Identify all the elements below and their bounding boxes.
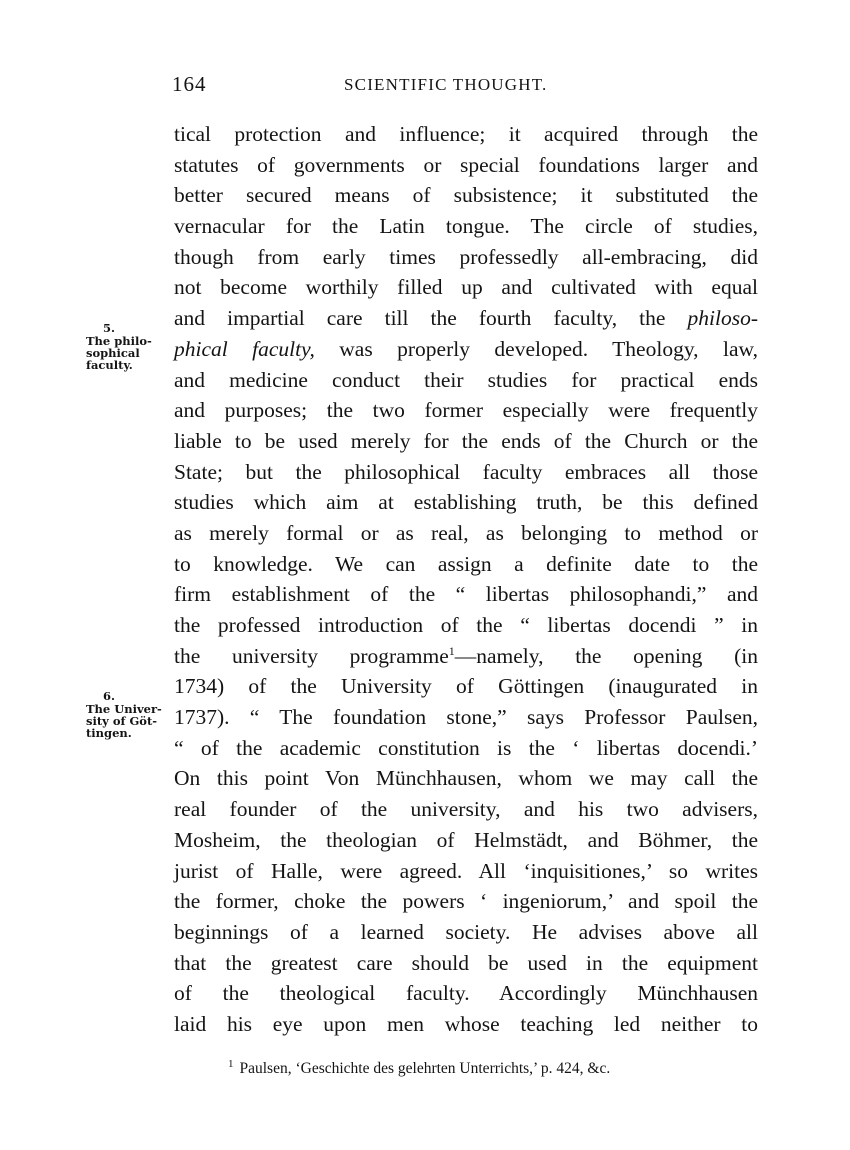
text-line: though from early times professedly all-embracing, did: [174, 244, 758, 269]
text-line: tical protection and influence; it acquired through the: [174, 122, 758, 146]
text-fragment: the university programme: [174, 643, 449, 668]
text-fragment: and impartial care till the fourth faculty, the: [174, 306, 688, 331]
text-line: On this point Von Münchhausen, whom we may call the: [174, 766, 758, 791]
text-line: studies which aim at establishing truth, be this defined: [174, 490, 758, 515]
text-line: laid his eye upon men whose teaching led neither to: [174, 1011, 758, 1036]
sidenote-philosophical-faculty: [86, 322, 162, 371]
sidenote-number: 5.: [102, 321, 115, 335]
text-line: of the theological faculty. Accordingly Münchhausen: [174, 981, 758, 1006]
page-header: [172, 72, 762, 102]
text-line: better secured means of subsistence; it substituted the: [174, 183, 758, 208]
footnote-mark: 1: [228, 1058, 234, 1070]
text-line: liable to be used merely for the ends of the Church or the: [174, 428, 758, 453]
sidenote-number: 6.: [102, 689, 115, 703]
footnote-reference: 1: [448, 643, 455, 658]
text-line: to knowledge. We can assign a definite date to the: [174, 551, 758, 576]
body-text: [174, 119, 758, 1040]
text-line: [174, 303, 758, 334]
text-fragment: was properly developed. Theology, law,: [314, 336, 758, 361]
page-number: 164: [172, 72, 207, 96]
text-line: [174, 641, 758, 672]
footnote-text: Paulsen, ‘Geschichte des gelehrten Unterrichts,’ p. 424, &c.: [239, 1060, 611, 1078]
text-line: State; but the philosophical faculty embraces all those: [174, 459, 758, 484]
text-line: [174, 334, 758, 365]
sidenote-university-gottingen: [86, 690, 162, 739]
running-head: SCIENTIFIC THOUGHT.: [344, 75, 548, 94]
text-line: the former, choke the powers ‘ ingeniorum,’ and spoil the: [174, 889, 758, 914]
text-line: that the greatest care should be used in the equipment: [174, 950, 758, 975]
text-line: as merely formal or as real, as belonging to method or: [174, 520, 758, 545]
text-line: 1734) of the University of Göttingen (inaugurated in: [174, 674, 758, 699]
italic-term: philoso-: [687, 306, 758, 331]
text-line: Mosheim, the theologian of Helmstädt, and Böhmer, the: [174, 827, 758, 852]
text-line: jurist of Halle, were agreed. All ‘inquisitiones,’ so writes: [174, 858, 758, 883]
text-line: “ of the academic constitution is the ‘ libertas docendi.’: [174, 735, 758, 760]
text-line: and medicine conduct their studies for practical ends: [174, 367, 758, 392]
text-line: real founder of the university, and his two advisers,: [174, 797, 758, 822]
text-fragment: —namely, the opening (in: [454, 643, 758, 668]
sidenote-text: The Univer- sity of Göt- tingen.: [86, 702, 162, 740]
footnote: [228, 1058, 610, 1078]
text-line: not become worthily filled up and cultivated with equal: [174, 275, 758, 300]
text-line: beginnings of a learned society. He advises above all: [174, 919, 758, 944]
italic-term: phical faculty,: [174, 336, 315, 361]
text-line: the professed introduction of the “ libertas docendi ” in: [174, 613, 758, 637]
text-line: firm establishment of the “ libertas philosophandi,” and: [174, 582, 758, 607]
text-line: vernacular for the Latin tongue. The circle of studies,: [174, 214, 758, 239]
sidenote-text: The philo- sophical faculty.: [86, 334, 152, 372]
text-line: statutes of governments or special foundations larger and: [174, 152, 758, 177]
text-line: and purposes; the two former especially were frequently: [174, 398, 758, 423]
text-line: 1737). “ The foundation stone,” says Professor Paulsen,: [174, 705, 758, 730]
